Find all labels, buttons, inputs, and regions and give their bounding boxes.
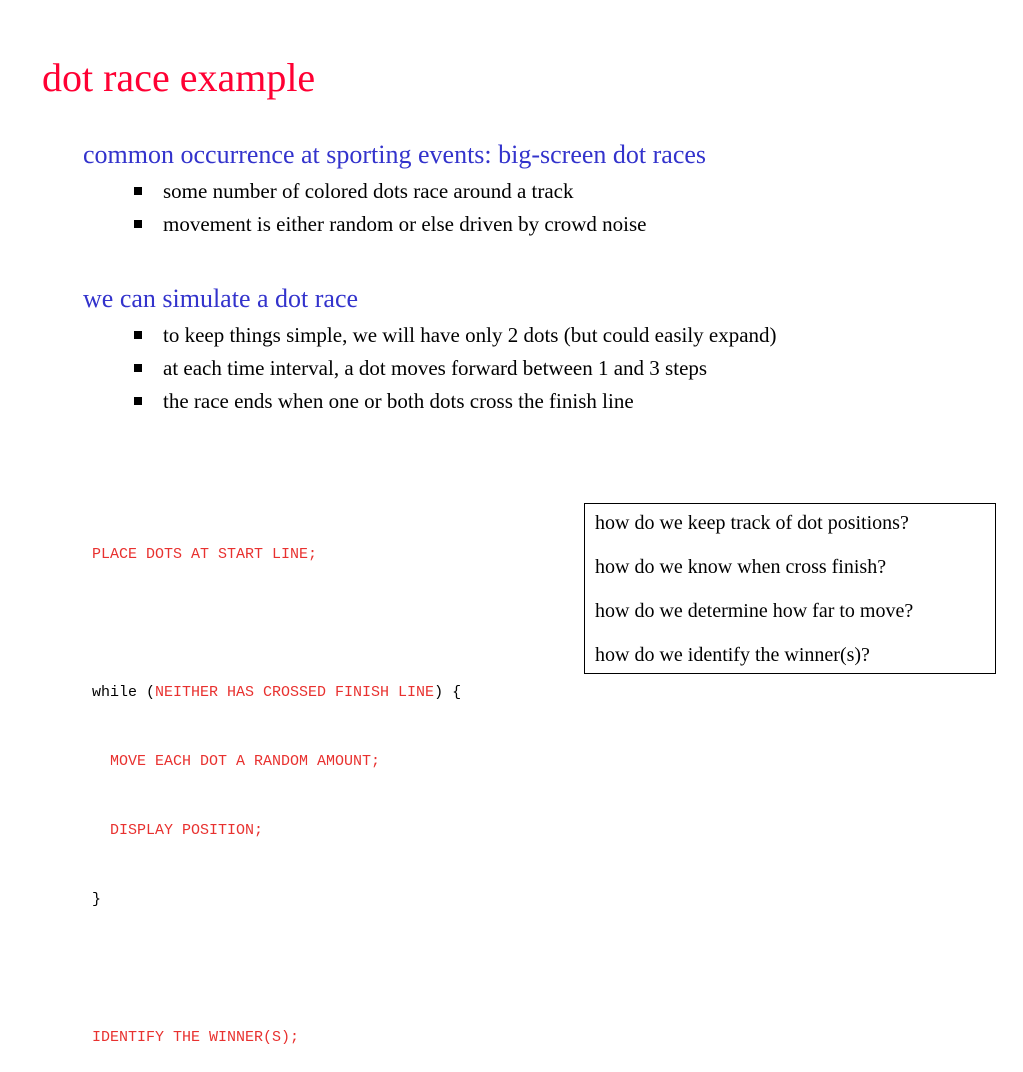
question-item: how do we identify the winner(s)?	[595, 644, 870, 666]
code-blank-line	[92, 957, 461, 980]
bullet-item	[133, 180, 646, 213]
pseudocode-block	[92, 497, 461, 1072]
code-line	[92, 819, 461, 842]
slide-title: dot race example	[42, 55, 316, 100]
code-statement: PLACE DOTS AT START LINE;	[92, 546, 318, 563]
bullet-item	[133, 213, 646, 246]
code-line	[92, 888, 461, 911]
code-line	[92, 750, 461, 773]
bullet-list-simulate	[133, 324, 777, 423]
code-line	[92, 543, 461, 566]
code-punctuation: ) {	[434, 684, 462, 701]
code-keyword: while (	[92, 684, 156, 701]
square-bullet-icon	[134, 220, 142, 228]
bullet-item	[133, 324, 777, 357]
code-statement: MOVE EACH DOT A RANDOM AMOUNT;	[110, 753, 381, 770]
question-item: how do we keep track of dot positions?	[595, 512, 909, 534]
bullet-text: at each time interval, a dot moves forward between 1 and 3 steps	[163, 356, 708, 380]
code-punctuation: }	[92, 891, 102, 908]
square-bullet-icon	[134, 331, 142, 339]
square-bullet-icon	[134, 187, 142, 195]
bullet-item	[133, 357, 777, 390]
bullet-item	[133, 390, 777, 423]
question-item: how do we know when cross finish?	[595, 556, 887, 578]
bullet-text: some number of colored dots race around a track	[163, 179, 574, 203]
bullet-list-dot-races	[133, 180, 646, 246]
bullet-text: to keep things simple, we will have only 2 dots (but could easily expand)	[163, 323, 777, 347]
code-statement: DISPLAY POSITION;	[110, 822, 264, 839]
section-heading-dot-races: common occurrence at sporting events: big-screen dot races	[83, 140, 707, 169]
code-line	[92, 681, 461, 704]
questions-box	[584, 503, 996, 674]
square-bullet-icon	[134, 364, 142, 372]
question-item: how do we determine how far to move?	[595, 600, 914, 622]
code-blank-line	[92, 612, 461, 635]
code-condition: NEITHER HAS CROSSED FINISH LINE	[155, 684, 435, 701]
bullet-text: movement is either random or else driven by crowd noise	[163, 212, 647, 236]
code-statement: IDENTIFY THE WINNER(S);	[92, 1029, 300, 1046]
square-bullet-icon	[134, 397, 142, 405]
section-heading-simulate: we can simulate a dot race	[83, 284, 359, 313]
code-line	[92, 1026, 461, 1049]
bullet-text: the race ends when one or both dots cross the finish line	[163, 389, 634, 413]
